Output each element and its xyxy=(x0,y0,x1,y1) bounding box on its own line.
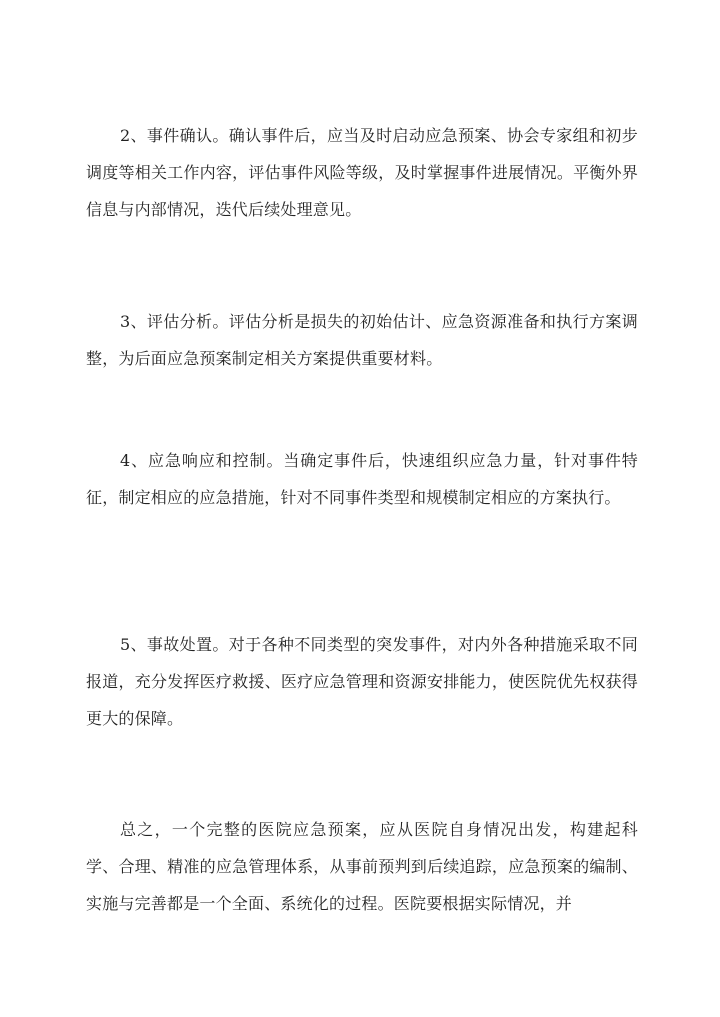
paragraph-event-confirmation: 2、事件确认。确认事件后，应当及时启动应急预案、协会专家组和初步调度等相关工作内容，评估事件风险等级，及时掌握事件进展情况。平衡外界信息与内部情况，迭代后续处理意见。 xyxy=(86,126,638,219)
paragraph-incident-handling: 5、事故处置。对于各种不同类型的突发事件，对内外各种措施采取不同报道，充分发挥医疗救援、医疗应急管理和资源安排能力，使医院优先权获得更大的保障。 xyxy=(86,635,638,728)
paragraph-summary: 总之，一个完整的医院应急预案，应从医院自身情况出发，构建起科学、合理、精准的应急管理体系，从事前预判到后续追踪，应急预案的编制、实施与完善都是一个全面、系统化的过程。医院要根据实际情况，并 xyxy=(86,820,638,913)
paragraph-assessment-analysis: 3、评估分析。评估分析是损失的初始估计、应急资源准备和执行方案调整，为后面应急预案制定相关方案提供重要材料。 xyxy=(86,312,638,368)
paragraph-emergency-response: 4、应急响应和控制。当确定事件后，快速组织应急力量，针对事件特征，制定相应的应急措施，针对不同事件类型和规模制定相应的方案执行。 xyxy=(86,451,638,507)
